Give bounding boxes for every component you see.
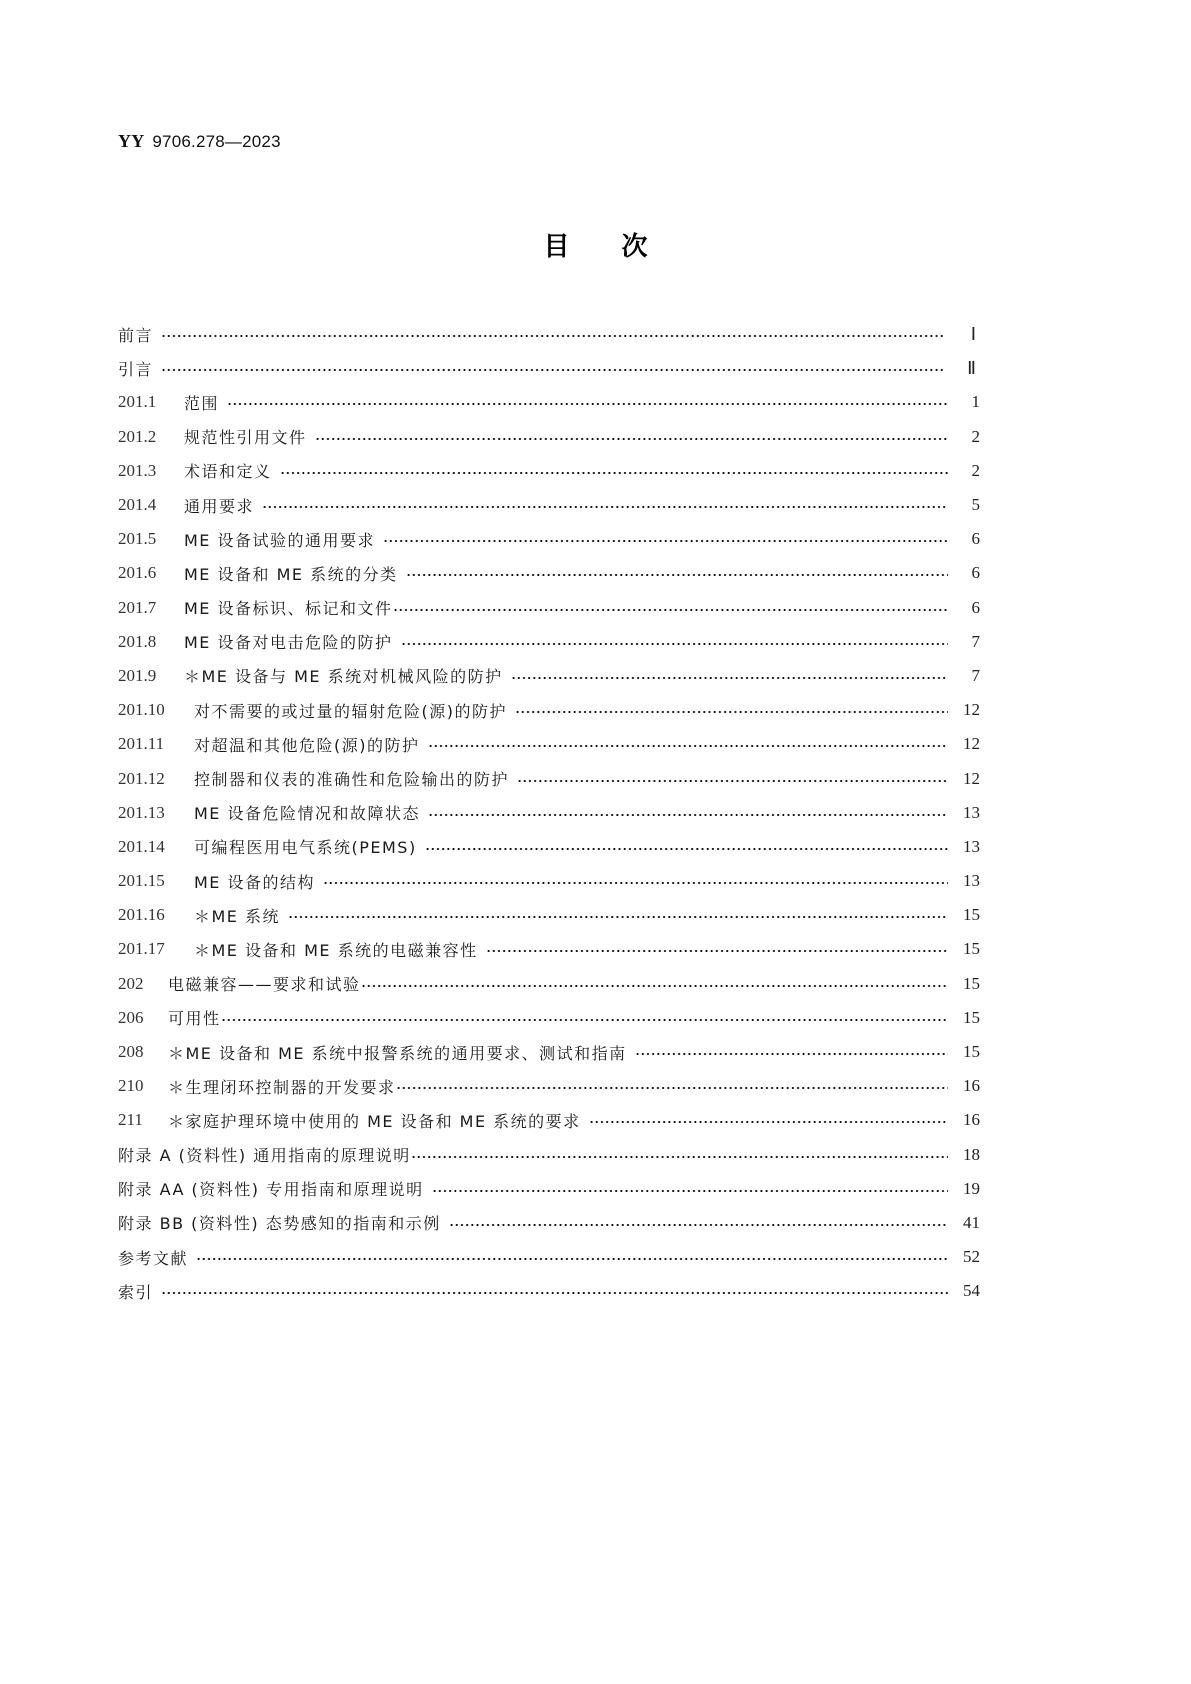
toc-entry-label: 可用性 <box>168 1009 221 1029</box>
toc-entry-number: 201.12 <box>118 768 165 788</box>
standard-number: 9706.278—2023 <box>152 132 281 151</box>
toc-entry-page: 2 <box>971 426 980 446</box>
toc-entry-label: 对超温和其他危险(源)的防护 <box>194 735 420 755</box>
toc-entry-number: 201.4 <box>118 495 157 515</box>
dot-leader <box>428 809 948 821</box>
document-number <box>118 131 281 152</box>
dot-leader <box>511 672 948 684</box>
dot-leader <box>393 604 948 616</box>
toc-entry-page: 16 <box>963 1110 980 1130</box>
toc-entry-number: 201.5 <box>118 529 157 549</box>
dot-leader <box>361 980 948 992</box>
toc-entry[interactable] <box>118 1069 980 1103</box>
toc-entry-label: 术语和定义 <box>184 462 272 482</box>
toc-entry-page: 12 <box>963 734 980 754</box>
dot-leader <box>589 1116 948 1128</box>
toc-entry[interactable] <box>118 727 980 761</box>
toc-entry-number: 201.3 <box>118 460 157 480</box>
toc-entry-number: 201.15 <box>118 871 165 891</box>
toc-entry-number: 201.14 <box>118 836 165 856</box>
toc-entry-page: 19 <box>963 1178 980 1198</box>
dot-leader <box>161 364 944 376</box>
dot-leader <box>383 535 948 547</box>
toc-entry[interactable] <box>118 967 980 1001</box>
toc-entry[interactable] <box>118 761 980 795</box>
title-char-2: 次 <box>621 232 648 262</box>
toc-entry-label: 附录 BB (资料性) 态势感知的指南和示例 <box>118 1214 441 1234</box>
toc-entry-number: 210 <box>118 1076 144 1096</box>
toc-entry-label: 范围 <box>184 393 220 413</box>
dot-leader <box>517 775 948 787</box>
page-title <box>0 226 1191 263</box>
dot-leader <box>411 1151 948 1163</box>
toc-entry-page: 1 <box>971 392 980 412</box>
dot-leader <box>486 945 948 957</box>
dot-leader <box>221 1014 948 1026</box>
toc-entry-page: Ⅰ <box>970 323 976 344</box>
toc-entry-page: 6 <box>971 529 980 549</box>
toc-entry-page: 15 <box>963 939 980 959</box>
toc-entry[interactable] <box>118 1240 980 1274</box>
dot-leader <box>406 569 948 581</box>
toc-entry[interactable] <box>118 351 980 385</box>
toc-entry-page: 18 <box>963 1144 980 1164</box>
toc-entry-label: 控制器和仪表的准确性和危险输出的防护 <box>194 770 510 790</box>
toc-entry-number: 201.17 <box>118 939 165 959</box>
toc-entry[interactable] <box>118 1172 980 1206</box>
toc-entry-page: 41 <box>963 1212 980 1232</box>
toc-entry-label: 附录 A (资料性) 通用指南的原理说明 <box>118 1146 411 1166</box>
dot-leader <box>635 1048 948 1060</box>
toc-entry-page: 6 <box>971 563 980 583</box>
toc-entry-number: 201.2 <box>118 426 157 446</box>
toc-entry-label: 前言 <box>118 325 154 345</box>
toc-entry[interactable] <box>118 864 980 898</box>
toc-entry[interactable] <box>118 1001 980 1035</box>
toc-entry-number: 201.6 <box>118 563 157 583</box>
toc-entry-label: ME 设备对电击危险的防护 <box>184 633 393 653</box>
toc-entry-label: 参考文献 <box>118 1248 189 1268</box>
dot-leader <box>428 740 949 752</box>
toc-entry-page: 13 <box>963 871 980 891</box>
toc-entry-page: 15 <box>963 973 980 993</box>
toc-entry-label: 附录 AA (资料性) 专用指南和原理说明 <box>118 1180 424 1200</box>
dot-leader <box>161 330 944 342</box>
toc-entry[interactable] <box>118 625 980 659</box>
toc-entry-number: 201.10 <box>118 700 165 720</box>
toc-entry-page: 15 <box>963 1042 980 1062</box>
toc-entry-number: 202 <box>118 973 144 993</box>
toc-entry-label: 索引 <box>118 1282 154 1302</box>
toc-entry[interactable] <box>118 659 980 693</box>
toc-entry-number: 206 <box>118 1007 144 1027</box>
toc-entry-page: Ⅱ <box>967 357 976 378</box>
toc-entry-page: 13 <box>963 802 980 822</box>
toc-entry[interactable] <box>118 1206 980 1240</box>
toc-entry-page: 12 <box>963 700 980 720</box>
toc-entry[interactable] <box>118 556 980 590</box>
toc-entry-label: ME 设备试验的通用要求 <box>184 530 376 550</box>
dot-leader <box>280 467 948 479</box>
toc-entry[interactable] <box>118 898 980 932</box>
toc-entry-page: 52 <box>963 1247 980 1267</box>
toc-entry[interactable] <box>118 1035 980 1069</box>
toc-entry-label: 通用要求 <box>184 496 255 516</box>
toc-entry-page: 7 <box>971 631 980 651</box>
toc-entry-label: ME 设备的结构 <box>194 872 316 892</box>
toc-entry[interactable] <box>118 830 980 864</box>
toc-entry-page: 7 <box>971 665 980 685</box>
toc-entry-label: ＊生理闭环控制器的开发要求 <box>168 1077 396 1097</box>
toc-entry-page: 16 <box>963 1076 980 1096</box>
toc-entry-label: ＊ME 设备和 ME 系统的电磁兼容性 <box>194 940 478 960</box>
toc-entry-page: 12 <box>963 768 980 788</box>
toc-entry-page: 54 <box>963 1281 980 1301</box>
toc-entry-number: 201.13 <box>118 802 165 822</box>
dot-leader <box>425 843 948 855</box>
dot-leader <box>396 1082 948 1094</box>
toc-entry-label: ＊家庭护理环境中使用的 ME 设备和 ME 系统的要求 <box>168 1111 581 1131</box>
toc-entry[interactable] <box>118 1103 980 1137</box>
dot-leader <box>288 911 948 923</box>
toc-entry-label: 对不需要的或过量的辐射危险(源)的防护 <box>194 701 507 721</box>
dot-leader <box>449 1219 948 1231</box>
toc-entry-page: 2 <box>971 460 980 480</box>
toc-entry-label: ＊ME 设备和 ME 系统中报警系统的通用要求、测试和指南 <box>168 1043 627 1063</box>
toc-entry[interactable] <box>118 522 980 556</box>
toc-entry-label: ＊ME 系统 <box>194 906 281 926</box>
toc-entry-label: 电磁兼容——要求和试验 <box>168 975 361 995</box>
toc-entry[interactable] <box>118 454 980 488</box>
toc-entry-number: 201.11 <box>118 734 165 754</box>
toc-entry[interactable] <box>118 385 980 419</box>
dot-leader <box>161 1287 948 1299</box>
toc-entry-label: ME 设备危险情况和故障状态 <box>194 804 421 824</box>
toc-entry[interactable] <box>118 591 980 625</box>
toc-entry-label: 引言 <box>118 359 154 379</box>
toc-entry-page: 6 <box>971 597 980 617</box>
toc-entry-page: 15 <box>963 905 980 925</box>
toc-entry-number: 208 <box>118 1042 144 1062</box>
toc-entry[interactable] <box>118 420 980 454</box>
dot-leader <box>401 638 948 650</box>
toc-entry-label: ＊ME 设备与 ME 系统对机械风险的防护 <box>184 667 503 687</box>
dot-leader <box>227 398 948 410</box>
toc-entry-number: 201.7 <box>118 597 157 617</box>
toc-entry-page: 13 <box>963 836 980 856</box>
toc-entry-label: 规范性引用文件 <box>184 428 307 448</box>
dot-leader <box>315 433 948 445</box>
dot-leader <box>515 706 948 718</box>
standard-prefix: YY <box>118 131 145 151</box>
title-char-1: 目 <box>543 232 570 262</box>
toc-entry-number: 201.16 <box>118 905 165 925</box>
toc-entry-label: 可编程医用电气系统(PEMS) <box>194 838 417 858</box>
toc-entry[interactable] <box>118 932 980 966</box>
toc-entry-number: 201.8 <box>118 631 157 651</box>
toc-entry-label: ME 设备和 ME 系统的分类 <box>184 564 398 584</box>
dot-leader <box>323 877 948 889</box>
toc-entry-page: 15 <box>963 1007 980 1027</box>
toc-entry[interactable] <box>118 488 980 522</box>
toc-entry-number: 201.1 <box>118 392 157 412</box>
toc-entry[interactable] <box>118 317 980 351</box>
toc-entry[interactable] <box>118 1274 980 1308</box>
toc-entry-page: 5 <box>971 495 980 515</box>
dot-leader <box>196 1253 948 1265</box>
toc-entry[interactable] <box>118 796 980 830</box>
dot-leader <box>262 501 948 513</box>
toc-entry-number: 201.9 <box>118 665 157 685</box>
toc-entry-label: ME 设备标识、标记和文件 <box>184 599 393 619</box>
toc-entry-number: 211 <box>118 1110 143 1130</box>
table-of-contents <box>118 317 980 1308</box>
dot-leader <box>432 1185 948 1197</box>
toc-entry[interactable] <box>118 693 980 727</box>
toc-entry[interactable] <box>118 1138 980 1172</box>
